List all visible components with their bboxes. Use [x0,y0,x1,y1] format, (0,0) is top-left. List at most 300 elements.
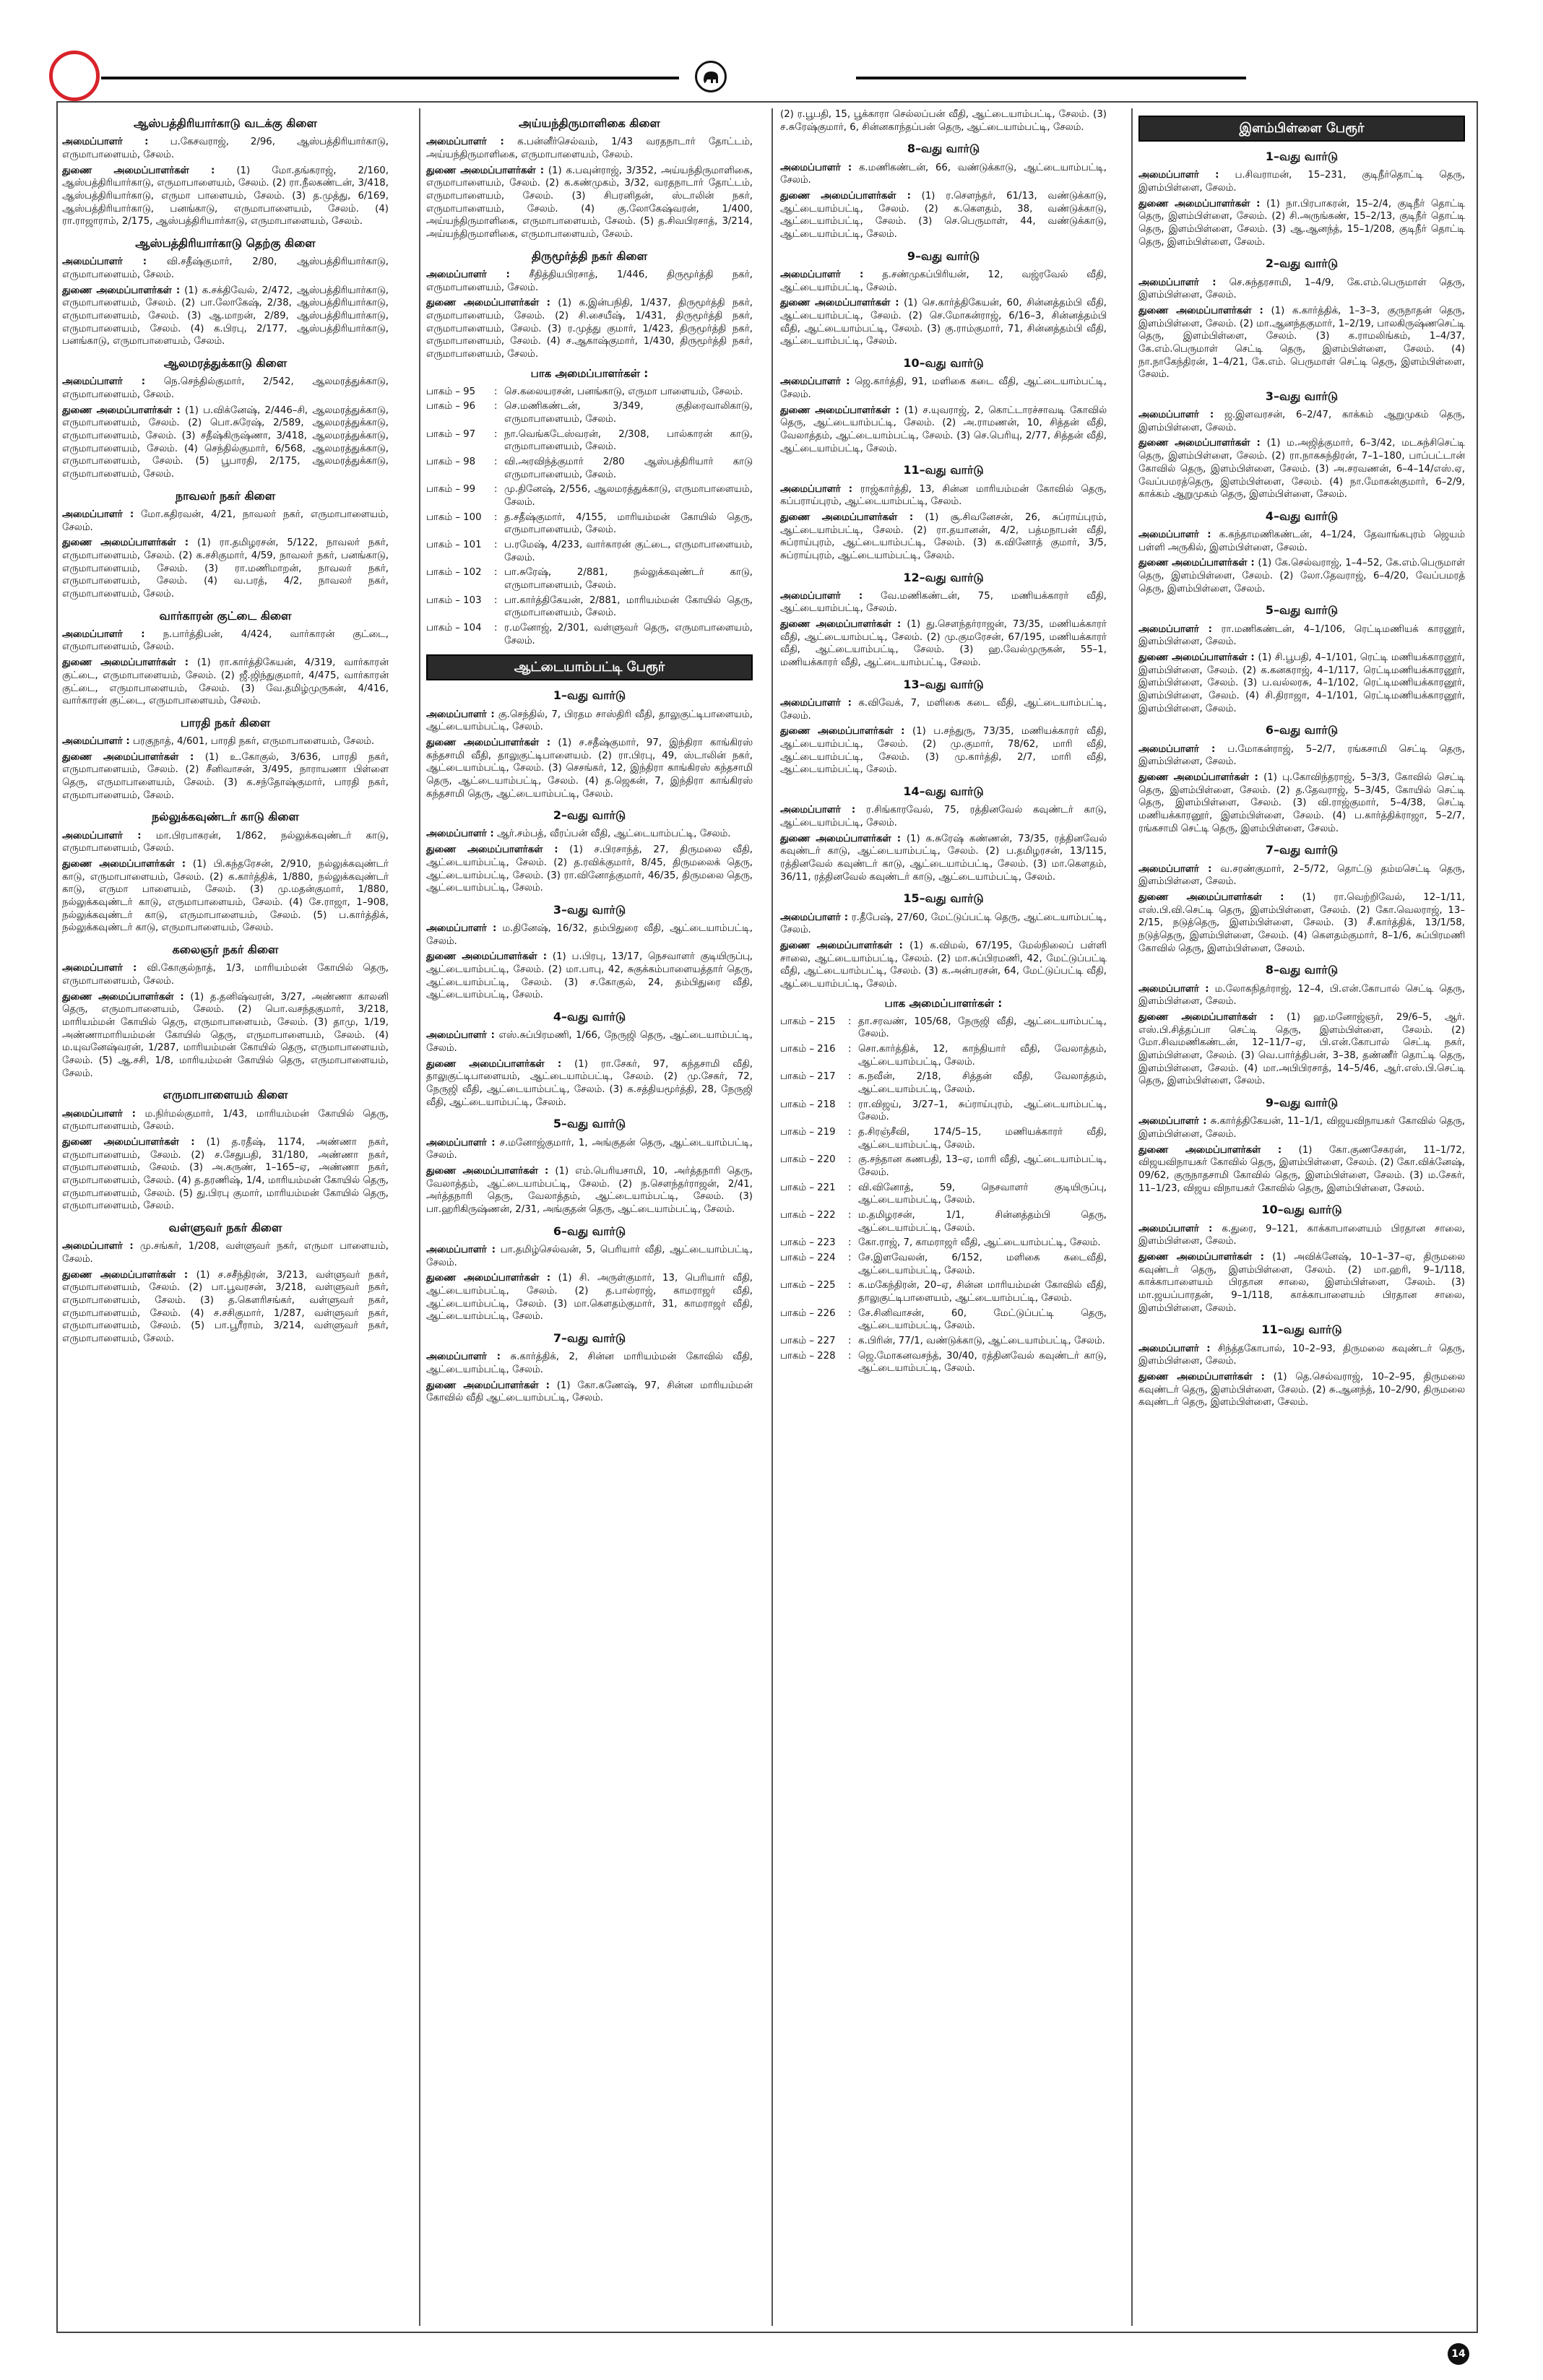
deputy-label: துணை அமைப்பாளர்கள் : [780,190,911,202]
deputy-organizers-entry [1138,652,1465,715]
organizer-entry [62,628,389,654]
section-title: 6–வது வார்டு [553,1224,626,1238]
booth-row [780,1016,1107,1041]
deputy-organizers-entry [426,1380,753,1405]
organizer-entry [780,912,1107,937]
booth-number: பாகம் – 226 [780,1307,836,1319]
deputy-label: துணை அமைப்பாளர்கள் : [62,285,181,296]
deputy-label: துணை அமைப்பாளர்கள் : [62,1137,195,1148]
section-title: 4–வது வார்டு [553,1010,626,1024]
deputy-organizers-entry [62,404,389,481]
booth-colon: : [848,1307,852,1319]
section-title: 14–வது வார்டு [903,784,984,799]
section-title: அய்யந்திருமாளிகை கிளை [519,116,660,130]
booth-colon: : [494,401,498,412]
deputy-value: (1) ரா.கார்த்திகேயன், 4/319, வார்காரன் குட்டை, எருமாபாளையம், சேலம். (2) ஜீ.ஜிந்துகுமார், 4/475, வார்காரன் குட்டை, எருமாபாளையம், சேலம். (3) வே.தமிழ்முருகன், 4/416, வார்காரன் குட்டை, எருமாபாளையம், சேலம். [62,657,389,707]
deputy-organizers-entry [780,833,1107,884]
organizer-entry [780,804,1107,829]
organizer-entry [1138,623,1465,649]
booth-colon: : [848,1071,852,1083]
deputy-value: (1) பி.கந்தரேசன், 2/910, நல்லுக்கவுண்டர் காடு, எருமாபாளையம், சேலம். (2) க.கார்த்திக், 1/880, நல்லுக்கவுண்டர் காடு, எருமா பாளையம், சேலம். (3) மு.மதன்குமார், 1/880, நல்லுக்கவுண்டர் காடு, எருமாபாளையம், சேலம். (4) சே.ராஜா, 1–908, நல்லுக்கவுண்டர் காடு, எருமாபாளையம், சேலம். (5) ப.கார்த்திக், நல்லுக்கவுண்டர் காடு, எருமாபாளையம், சேலம். [62,859,389,934]
organizer-entry [62,509,389,534]
section-title: 9–வது வார்டு [907,248,980,263]
organizer-label: அமைப்பாளர் : [426,1245,496,1255]
organizer-label: அமைப்பாளர் : [780,698,852,709]
booth-row [426,511,753,537]
organizer-entry [62,376,389,401]
organizer-entry [780,590,1107,615]
column-3 [780,108,1107,2326]
organizer-entry [426,709,753,734]
booth-colon: : [848,1154,852,1166]
organizer-label: அமைப்பாளர் : [426,1030,495,1042]
deputy-organizers-entry [780,940,1107,991]
booth-row [780,1070,1107,1096]
organizer-entry [780,376,1107,401]
organizer-entry [780,269,1107,294]
organizer-value: ஜெ.கார்த்தி, 91, மளிகை கடை வீதி, ஆட்டையாம்பட்டி, சேலம். [780,376,1107,400]
organizer-value: ப.சிவராமன், 15–231, குடிநீர்தொட்டி தெரு, இளம்பிள்ளை, சேலம். [1138,170,1465,194]
deputy-organizers-entry [780,618,1107,670]
column-1 [62,108,389,2326]
deputy-value: (1) ரா.சேகர், 97, கந்தசாமி வீதி, தாலுகுட்டிபாளையம், ஆட்டையாம்பட்டி, சேலம். (2) மு.சேகர், 72, நேருஜி வீதி, ஆட்டையாம்பட்டி, சேலம். (3) க.சத்தியமூர்த்தி, 28, நேருஜி வீதி, ஆட்டையாம்பட்டி, சேலம். [426,1058,753,1108]
deputy-label: துணை அமைப்பாளர்கள் : [62,751,194,763]
booth-colon: : [848,1280,852,1291]
section-title: பாரதி நகர் கிளை [180,715,271,730]
organizer-entry [1138,529,1465,554]
deputy-organizers-entry [780,190,1107,241]
deputy-value: (1) த.ரதீஷ், 1174, அண்ணா நகர், எருமாபாளையம், சேலம். (2) ச.சேதுபதி, 31/180, அண்ணா நகர், எருமாபாளையம், சேலம். (3) அ.கருண், 1–165–ஏ, அண்ணா நகர், எருமாபாளையம், சேலம். (4) த.தரணிஷ், 1/4, மாரியம்மன் கோயில் தெரு, எருமாபாளையம், சேலம். (5) து.பிரபு குமார், மாரியம்மன் கோயில் தெரு, எருமாபாளையம், சேலம். [62,1137,389,1212]
booth-row [426,428,753,454]
booth-colon: : [848,1237,852,1249]
deputy-organizers-entry [426,297,753,360]
organizer-value: எஸ்.சுப்பிரமணி, 1/66, நேருஜி தெரு, ஆட்டையாம்பட்டி, சேலம். [426,1030,753,1055]
deputy-value: (1) தெ.செல்வராஜ், 10–2–95, திருமலை கவுண்டர் தெரு, இளம்பிள்ளை, சேலம். (2) சு.ஆனந்த், 10–2/90, திருமலை கவுண்டர் தெரு, இளம்பிள்ளை, சேலம். [1138,1371,1465,1408]
booth-row [780,1252,1107,1277]
organizer-value: வி.சதீஷ்குமார், 2/80, ஆஸ்பத்திரியார்காடு, எருமாபாளையம், சேலம். [62,256,389,280]
organizer-value: ராஜ்கார்த்தி, 13, சின்ன மாரியம்மன் கோவில் தெரு, கப்பராய்புரம், ஆட்டையாம்பட்டி, சேலம். [780,483,1107,508]
deputy-organizers-entry [426,1058,753,1109]
section-title: 12–வது வார்டு [903,570,984,584]
organizer-value: ஆர்.சம்பத், வீரப்பன் வீதி, ஆட்டையாம்பட்டி, சேலம். [496,828,731,840]
booth-row [426,594,753,620]
organizer-label: அமைப்பாளர் : [1138,277,1216,288]
organizer-label: அமைப்பாளர் : [1138,863,1212,875]
deputy-label: துணை அமைப்பாளர்கள் : [62,537,189,549]
booth-row [780,1335,1107,1348]
booth-row [780,1350,1107,1375]
booth-number: பாகம் – 99 [426,484,476,496]
booth-colon: : [494,386,498,397]
deputy-value: (1) செ.கார்த்திகேயன், 60, சின்னத்தம்பி வீதி, ஆட்டையாம்பட்டி, சேலம். (2) செ.மோகன்ராஜ், 6/16–3, சின்னத்தம்பி வீதி, ஆட்டையாம்பட்டி, சேலம். (3) கு.ராம்குமார், 71, சின்னத்தம்பி வீதி, ஆட்டையாம்பட்டி, சேலம். [780,298,1107,347]
deputy-label: துணை அமைப்பாளர்கள் : [426,1273,551,1284]
booth-colon: : [848,1182,852,1193]
organizer-value: ர.சிங்காரவேல், 75, ரத்தினவேல் கவுண்டர் காடு, ஆட்டையாம்பட்டி, சேலம். [780,805,1107,829]
deputy-value: (1) ப.பிரபு, 13/17, நெசவாளர் குடியிருப்பு, ஆட்டையாம்பட்டி, சேலம். (2) மா.பாபு, 42, சுகுக்கம்பாளையத்தார் தெரு, ஆட்டையாம்பட்டி, சேலம். (3) ச.கோகுல், 24, தம்பிதுரை வீதி, ஆட்டையாம்பட்டி, சேலம். [426,951,753,1001]
deputy-label: துணை அமைப்பாளர்கள் : [62,991,184,1003]
column-2 [426,108,753,2326]
organizer-label: அமைப்பாளர் : [780,376,850,388]
booth-organizer: சொ.கார்த்திக், 12, காந்தியார் வீதி, வேலாத்தம், ஆட்டையாம்பட்டி, சேலம். [858,1044,1107,1068]
organizer-label: அமைப்பாளர் : [780,483,853,495]
booth-organizer: பா.சுரேஷ், 2/881, நல்லுக்கவுண்டர் காடு, எருமாபாளையம், சேலம். [504,567,753,591]
booth-colon: : [848,1127,852,1138]
booth-row [780,1209,1107,1234]
booth-number: பாகம் – 219 [780,1127,836,1138]
deputy-label: துணை அமைப்பாளர்கள் : [426,1166,549,1177]
deputy-organizers-entry [426,165,753,241]
booth-number: பாகம் – 223 [780,1237,836,1249]
booth-organizer: மு.தினேஷ், 2/556, ஆலமரத்துக்காடு, எருமாபாளையம், சேலம். [504,484,753,508]
deputy-value: (1) அவிக்னேஷ், 10–1–37–ஏ, திருமலை கவுண்டர் தெரு, இளம்பிள்ளை, சேலம். (2) மா.ஹரி, 9–1/118, காக்காபாளையம் பிரதான சாலை, இளம்பிள்ளை, சேலம். (3) மா.ஜயப்பாரதன், 9–1/118, காக்காபாளையம் பிரதான சாலை, இளம்பிள்ளை, சேலம். [1138,1251,1465,1314]
deputy-label: துணை அமைப்பாளர்கள் : [1138,558,1255,569]
organizer-entry [426,269,753,294]
booth-organizer: சே.சினிவாசன், 60, மேட்டுப்பட்டி தெரு, ஆட்டையாம்பட்டி, சேலம். [858,1307,1107,1332]
deputy-label: துணை அமைப்பாளர்கள் : [1138,1011,1274,1023]
deputy-label: துணை அமைப்பாளர்கள் : [426,844,558,856]
booth-row [426,483,753,509]
booth-number: பாகம் – 220 [780,1154,836,1166]
organizer-label: அமைப்பாளர் : [62,256,147,268]
organizer-entry [1138,863,1465,888]
deputy-organizers-entry [1138,1371,1465,1409]
organizer-value: செ.சுந்தரசாமி, 1–4/9, கே.எம்.பெருமாள் தெரு, இளம்பிள்ளை, சேலம். [1138,277,1465,301]
organizer-label: அமைப்பாளர் : [780,912,849,923]
organizer-label: அமைப்பாளர் : [62,376,146,388]
deputy-label: துணை அமைப்பாளர்கள் : [62,1269,189,1281]
booth-organizer: ப.ரமேஷ், 4/233, வார்காரன் குட்டை, எருமாபாளையம், சேலம். [504,539,753,563]
deputy-label: துணை அமைப்பாளர்கள் : [1138,652,1255,664]
deputy-value: (1) எம்.பெரியசாமி, 10, அர்த்தநாரி தெரு, வேலாத்தம், ஆட்டையாம்பட்டி, சேலம். (2) ந.செளந்தர்ராஜன், 2/41, அர்த்தநாரி தெரு, வேலாத்தம், ஆட்டையாம்பட்டி, சேலம். (3) பா.ஹரிகிருஷ்ணன், 2/31, அங்குதன் தெரு, ஆட்டையாம்பட்டி, சேலம். [426,1166,753,1216]
deputy-organizers-entry [1138,198,1465,249]
section-title: நாவலர் நகர் கிளை [175,488,276,503]
deputy-label: துணை அமைப்பாளர்கள் : [1138,1251,1264,1263]
booth-colon: : [848,1336,852,1347]
deputy-organizers-entry [426,737,753,800]
section-title: 8–வது வார்டு [907,142,980,156]
deputy-label: துணை அமைப்பாளர்கள் : [426,737,551,748]
deputy-value: (1) கோ.குணசேகரன், 11–1/72, விஜயவிநாயகர் கோவில் தெரு, இளம்பிள்ளை, சேலம். (2) கோ.விக்னேஷ், 09/62, குருநாதசாமி கோவில் தெரு, இளம்பிள்ளை, சேலம். (3) ம.சேகர், 11–1/23, விஜய விநாயகர் கோவில் தெரு, இளம்பிள்ளை, சேலம். [1138,1144,1465,1194]
organizer-label: அமைப்பாளர் : [1138,170,1219,181]
organizer-value: க.விவேக், 7, மளிகை கடை வீதி, ஆட்டையாம்பட்டி, சேலம். [780,698,1107,722]
deputy-value: (1) க.விமல், 67/195, மேல்நிலைப் பள்ளி சாலை, ஆட்டையாம்பட்டி, சேலம். (2) மா.சுப்பிரமணி, 42, மேட்டுப்பட்டி வீதி, ஆட்டையாம்பட்டி, சேலம். (3) க.அன்பரசன், 64, மேட்டுப்பட்டி வீதி, ஆட்டையாம்பட்டி, சேலம். [780,940,1107,990]
organizer-value: மா.பிரபாகரன், 1/862, நல்லுக்கவுண்டர் காடு, எருமாபாளையம், சேலம். [62,830,389,854]
organizer-entry [62,962,389,987]
organizer-entry [1138,1223,1465,1248]
organizer-entry [62,1108,389,1133]
organizer-label: அமைப்பாளர் : [62,1108,136,1120]
section-title: 1–வது வார்டு [553,688,626,703]
booth-row [426,456,753,481]
organizer-value: நெ.செந்தில்குமார், 2/542, ஆலமரத்துக்காடு, எருமாபாளையம், சேலம். [62,376,389,400]
deputy-organizers-entry [1138,305,1465,381]
booth-colon: : [494,511,498,523]
deputy-value: (1) ம.அஜித்குமார், 6–3/42, மடசுந்சிசெட்டி தெரு, இளம்பிள்ளை, சேலம். (2) ரா.நாகசுந்திரன், 7–1–180, பாப்பட்டான் கோவில் தெரு, இளம்பிள்ளை, சேலம். (3) அ.சரவணன், 6–4–14/எஸ்.ஏ, வேப்பமரத்தெரு, இளம்பிள்ளை, சேலம். (4) நா.மோகன்குமார், 6–2/9, காக்கம் ஆறுமுகம் தெரு, இளம்பிள்ளை, சேலம். [1138,438,1465,501]
booth-number: பாகம் – 103 [426,594,482,606]
organizer-entry [426,1244,753,1269]
deputy-organizers-entry [62,537,389,600]
organizer-label: அமைப்பாளர் : [780,162,852,173]
organizer-value: வி.கோகுல்நாத், 1/3, மாரியம்மன் கோயில் தெரு, எருமாபாளையம், சேலம். [62,963,389,987]
booth-row [426,386,753,399]
organizer-label: அமைப்பாளர் : [62,963,137,974]
organizer-entry [1138,983,1465,1008]
organizer-label: அமைப்பாளர் : [780,269,864,280]
deputy-organizers-entry [780,511,1107,563]
booth-number: பாகம் – 221 [780,1182,836,1193]
booth-row [426,622,753,647]
organizer-label: அமைப்பாளர் : [426,828,494,840]
booth-number: பாகம் – 222 [780,1210,836,1221]
booth-colon: : [494,622,498,633]
section-title: நல்லுக்கவுண்டர் காடு கிளை [152,810,299,824]
organizer-label: அமைப்பாளர் : [62,509,134,520]
section-title: கலைஞர் நகர் கிளை [172,943,279,957]
deputy-organizers-entry [62,1269,389,1346]
section-title: 15–வது வார்டு [903,891,984,906]
organizer-value: ம.நிர்மல்குமார், 1/43, மாரியம்மன் கோயில் தெரு, எருமாபாளையம், சேலம். [62,1108,389,1133]
deputy-label: துணை அமைப்பாளர்கள் : [426,951,548,963]
deputy-organizers-entry [62,657,389,708]
booth-row [780,1182,1107,1207]
organizer-label: அமைப்பாளர் : [426,1351,501,1363]
deputy-organizers-entry [426,951,753,1002]
deputy-value: (1) உ.கோகுல், 3/636, பாரதி நகர், எருமாபாளையம், சேலம். (2) சீனிவாசன், 3/495, நாராயணா பிள்ளை தெரு, எருமாபாளையம், சேலம். (3) க.சந்தோஷ்குமார், பாரதி நகர், எருமாபாளையம், சேலம். [62,751,389,801]
booth-organizer: சே.இளவேலன், 6/152, மளிகை கடைவீதி, ஆட்டையாம்பட்டி, சேலம். [858,1252,1107,1276]
town-banner: ஆட்டையாம்பட்டி பேரூர் [426,654,753,680]
section-title: 9–வது வார்டு [1265,1096,1339,1110]
organizer-entry [1138,1343,1465,1368]
deputy-organizers-entry [1138,437,1465,501]
booth-colon: : [494,594,498,606]
section-title: 2–வது வார்டு [553,808,626,823]
section-title: 13–வது வார்டு [903,677,984,691]
booth-number: பாகம் – 217 [780,1071,836,1083]
booth-organizer: தா.சரவண், 105/68, நேருஜி வீதி, ஆட்டையாம்பட்டி, சேலம். [858,1016,1107,1040]
booth-organizer: ர.மனோஜ், 2/301, வள்ளுவர் தெரு, எருமாபாளையம், சேலம். [504,622,753,646]
organizer-value: சிந்த்தகோபால், 10–2–93, திருமலை கவுண்டர் தெரு, இளம்பிள்ளை, சேலம். [1138,1343,1465,1367]
section-title: 6–வது வார்டு [1265,723,1339,737]
organizer-entry [426,136,753,161]
booth-number: பாகம் – 104 [426,622,482,633]
organizer-value: க.துரை, 9–121, காக்காபாளையம் பிரதான சாலை, இளம்பிள்ளை, சேலம். [1138,1223,1465,1247]
booth-colon: : [848,1099,852,1110]
booth-number: பாகம் – 225 [780,1280,836,1291]
booth-organizer: க.மகேந்திரன், 20–ஏ, சின்ன மாரியம்மன் கோவில் வீதி, தாலுகுட்டிபாளையம், ஆட்டையாம்பட்டி, சேலம். [858,1280,1107,1304]
organizer-label: அமைப்பாளர் : [426,269,510,280]
organizer-value: ர.தீபேஷ், 27/60, மேட்டுப்பட்டி தெரு, ஆட்டையாம்பட்டி, சேலம். [780,912,1107,936]
organizer-label: அமைப்பாளர் : [780,590,863,602]
deputy-value: (1) ரா.தமிழரசன், 5/122, நாவலர் நகர், எருமாபாளையம், சேலம். (2) க.சசிகுமார், 4/59, நாவலர் நகர், பனங்காடு, எருமாபாளையம், சேலம். (3) ரா.மணிமாறன், நாவலர் நகர், எருமாபாளையம், சேலம். (4) வ.பரத், 4/2, நாவலர் நகர், எருமாபாளையம், சேலம். [62,537,389,600]
booth-number: பாகம் – 101 [426,539,482,550]
section-title: 11–வது வார்டு [903,463,984,477]
booth-number: பாகம் – 227 [780,1336,836,1347]
booth-colon: : [848,1252,852,1264]
booth-organizer: ஜெ.மோகனவசந்த், 30/40, ரத்தினவேல் கவுண்டர் காடு, ஆட்டையாம்பட்டி, சேலம். [858,1350,1107,1375]
deputy-value: (1) க.பவுன்ராஜ், 3/352, அய்யந்திருமாளிகை, எருமாபாளையம், சேலம். (2) க.கண்முகம், 3/32, வரதநாடார் தோட்டம், எருமாபாளையம், சேலம். (3) சிபரனிதன், ஸ்டாலின் நகர், எருமாபாளையம், சேலம். (4) கு.லோகேஷ்வரன், 1/400, அய்யந்திருமாளிகை, எருமாபாளையம், சேலம். (5) த.சிவபிரசாத், 3/214, அய்யந்திருமாளிகை, எருமாபாளையம், சேலம். [426,165,753,240]
deputy-value: (1) ச.சதீஷ்குமார், 97, இந்திரா காங்கிரஸ் கந்தசாமி வீதி, தாலுகுட்டிபாளையம். (2) ரா.பிரபு, 49, ஸ்டாலின் நகர், ஆட்டையாம்பட்டி, சேலம். (3) செசங்கர், 12, இந்திரா காங்கிரஸ் கந்தசாமி தெரு, ஆட்டையாம்பட்டி, சேலம். (4) த.ஜெகன், 7, இந்திரா காங்கிரஸ் கந்தசாமி தெரு, ஆட்டையாம்பட்டி, சேலம். [426,737,753,800]
section-title: ஆஸ்பத்திரியார்காடு தெற்கு கிளை [135,235,316,250]
deputy-label: துணை அமைப்பாளர்கள் : [426,165,545,176]
deputy-value: (1) கே.செல்வராஜ், 1–4–52, கே.எம்.பெருமாள் தெரு, இளம்பிள்ளை, சேலம். (2) லோ.தேவராஜ், 6–4/20, வேப்பமரத் தெரு, இளம்பிள்ளை, சேலம். [1138,558,1465,594]
organizer-entry [1138,743,1465,769]
booth-colon: : [494,539,498,550]
organizer-entry [62,735,389,748]
organizer-value: க.பன்னீர்செல்வம், 1/43 வரதநாடார் தோட்டம், அய்யந்திருமாளிகை, எருமாபாளையம், சேலம். [426,137,753,160]
column-4 [1138,108,1465,2326]
deputy-organizers-entry [1138,557,1465,595]
organizer-label: அமைப்பாளர் : [1138,743,1216,755]
organizer-label: அமைப்பாளர் : [1138,410,1214,421]
booth-colon: : [494,484,498,496]
deputy-label: துணை அமைப்பாளர்கள் : [780,298,899,309]
section-title: ஆஸ்பத்திரியார்காடு வடக்கு கிளை [134,116,317,130]
organizer-entry [1138,169,1465,194]
deputy-value: (1) ச.யுவராஜ், 2, கொட்டாரச்சாவடி கோவில் தெரு, ஆட்டையாம்பட்டி, சேலம். (2) அ.ராமணன், 10, சித்தன் வீதி, வேலாத்தம், ஆட்டையாம்பட்டி, சேலம். (3) செ.பெரியு, 2/77, சித்தன் வீதி, ஆட்டையாம்பட்டி, சேலம். [780,404,1107,454]
organizer-value: ம.லோகநிதர்ராஜ், 12–4, பி.என்.கோபால் செட்டி தெரு, இளம்பிள்ளை, சேலம். [1138,983,1465,1008]
booth-organizer: க.பிரின், 77/1, வண்டுக்காடு, ஆட்டையாம்பட்டி, சேலம். [858,1336,1105,1347]
organizer-value: ம.தினேஷ், 16/32, தம்பிதுரை வீதி, ஆட்டையாம்பட்டி, சேலம். [426,923,753,947]
booth-number: பாகம் – 100 [426,511,482,523]
organizer-entry [1138,277,1465,302]
organizer-label: அமைப்பாளர் : [1138,623,1212,635]
booth-number: பாகம் – 218 [780,1099,836,1110]
deputy-organizers-entry [1138,1011,1465,1088]
booth-number: பாகம் – 96 [426,401,476,412]
organizer-value: சு.கார்த்திகேயன், 11–1/1, விஜயவிநாயகர் கோவில் தெரு, இளம்பிள்ளை, சேலம். [1138,1116,1465,1140]
booth-colon: : [848,1350,852,1362]
organizer-entry [426,828,753,841]
organizer-label: அமைப்பாளர் : [780,805,856,816]
deputy-organizers-entry [62,991,389,1081]
organizer-value: பரகுநாத், 4/601, பாரதி நகர், எருமாபாளையம், சேலம். [132,736,375,748]
deputy-organizers-entry [1138,771,1465,835]
booth-number: பாகம் – 224 [780,1252,836,1264]
organizer-entry [426,1351,753,1376]
deputy-organizers-entry [426,1272,753,1323]
booth-organizer: க.நவீன், 2/18, சித்தன் வீதி, வேலாத்தம், ஆட்டையாம்பட்டி, சேலம். [858,1071,1107,1096]
booth-colon: : [848,1016,852,1027]
section-title: வள்ளுவர் நகர் கிளை [168,1221,282,1235]
page-number: 14 [1448,2343,1469,2365]
booth-organizer: வி.அரவிந்த்குமார் 2/80 ஆஸ்பத்திரியார் காடு எருமாபாளையம், சேலம். [504,456,753,480]
deputy-label: துணை அமைப்பாளர்கள் : [1138,892,1284,904]
booth-number: பாகம் – 102 [426,567,482,579]
town-banner: இளம்பிள்ளை பேரூர் [1138,116,1465,142]
section-title: 3–வது வார்டு [1265,389,1339,403]
deputy-label: துணை அமைப்பாளர்கள் : [780,940,903,952]
section-title: 11–வது வார்டு [1261,1323,1342,1337]
organizer-label: அமைப்பாளர் : [1138,1116,1207,1128]
organizer-entry [62,136,389,161]
deputy-value: (1) சூ.சிவனேசன், 26, சுப்ராய்புரம், ஆட்டையாம்பட்டி, சேலம். (2) ரா.தயானன், 4/2, பத்மநாபன் வீதி, சுப்ராய்புரம், ஆட்டையாம்பட்டி, சேலம். (3) க.வினோத் குமார், 3/5, சுப்ராய்புரம், ஆட்டையாம்பட்டி, சேலம். [780,511,1107,561]
deputy-organizers-entry [1138,1251,1465,1315]
booth-number: பாகம் – 215 [780,1016,836,1027]
organizer-label: அமைப்பாளர் : [62,137,149,148]
deputy-organizers-entry [780,725,1107,776]
deputy-value: (1) கோ.கணேஷ், 97, சின்ன மாரியம்மன் கோவில் வீதி ஆட்டையாம்பட்டி, சேலம். [426,1380,753,1404]
booth-row [426,566,753,592]
organizer-value: மோ.கதிரவன், 4/21, நாவலர் நகர், எருமாபாளையம், சேலம். [62,509,389,533]
section-title: 5–வது வார்டு [1265,603,1339,618]
booth-number: பாகம் – 95 [426,386,476,397]
deputy-label: துணை அமைப்பாளர்கள் : [780,726,905,737]
booth-number: பாகம் – 216 [780,1044,836,1055]
header-red-circle [49,51,100,101]
booth-row [426,400,753,425]
deputy-label: துணை அமைப்பாளர்கள் : [1138,1371,1265,1382]
organizer-value: பா.தமிழ்செல்வன், 5, பெரியார் வீதி, ஆட்டையாம்பட்டி, சேலம். [426,1245,753,1268]
section-title: 8–வது வார்டு [1265,963,1339,977]
section-title: ஆலமரத்துக்காடு கிளை [163,355,288,370]
booth-number: பாகம் – 98 [426,456,476,467]
section-title: 4–வது வார்டு [1265,509,1339,523]
deputy-value: (1) ரா.வெற்றிவேல், 12–1/11, எஸ்.பி.வி.செட்டி தெரு, இளம்பிள்ளை, சேலம். (2) கோ.வெலராஜ், 13–2/15, நடுத்தெரு, இளம்பிள்ளை, சேலம். (3) சீ.கார்த்திக், 13/1/58, நடுத்தெரு, இளம்பிள்ளை, சேலம். (4) கௌதம்குமார், 8–1/6, சுப்பிரமணி கோவில் தெரு, இளம்பிள்ளை, சேலம். [1138,892,1465,954]
booth-row [780,1279,1107,1304]
booth-colon: : [494,456,498,467]
organizer-value: கு.செந்தில், 7, பிரதம சாஸ்திரி வீதி, தாலுகுட்டிபாளையம், ஆட்டையாம்பட்டி, சேலம். [426,709,753,733]
continued-text: (2) ர.பூபதி, 15, பூக்காரா செல்லப்பன் வீதி, ஆட்டையாம்பட்டி, சேலம். (3) ச.சுரேஷ்குமார், 6, சின்னகாந்தப்பன் தெரு, ஆட்டையாம்பட்டி, சேலம். [780,109,1107,133]
header-rule-right [856,77,1246,79]
section-title: 5–வது வார்டு [553,1117,626,1131]
deputy-organizers-entry [62,751,389,802]
deputy-label: துணை அமைப்பாளர்கள் : [1138,1144,1282,1156]
booth-organizer: வி.வினோத், 59, நெசவாளர் குடியிருப்பு, ஆட்டையாம்பட்டி, சேலம். [858,1182,1107,1206]
organizer-entry [426,1029,753,1055]
organizer-label: அமைப்பாளர் : [62,1241,134,1252]
deputy-value: (1) ப.சந்துரு, 73/35, மணியக்காரர் வீதி, ஆட்டையாம்பட்டி, சேலம். (2) மு.குமார், 78/62, மாரி வீதி, ஆட்டையாம்பட்டி, சேலம். (3) மு.கார்த்தி, 2/7, மாரி வீதி, ஆட்டையாம்பட்டி, சேலம். [780,726,1107,776]
deputy-organizers-entry [62,285,389,348]
column-divider [419,108,420,2326]
deputy-value: (1) ச.சசீந்திரன், 3/213, வள்ளுவர் நகர், எருமாபாளையம், சேலம். (2) பா.பூவரசன், 3/218, வள்ளுவர் நகர், எருமாபாளையம், சேலம். (3) த.கௌரிசங்கர், வள்ளுவர் நகர், எருமாபாளையம், சேலம். (4) ச.சசிகுமார், 1/287, வள்ளுவர் நகர், எருமாபாளையம், சேலம். (5) பா.பூரீராம், 3/214, வள்ளுவர் நகர், எருமாபாளையம், சேலம். [62,1269,389,1345]
deputy-label: துணை அமைப்பாளர்கள் : [780,404,899,416]
organizer-entry [62,1240,389,1265]
deputy-label: துணை அமைப்பாளர்கள் : [62,404,181,416]
booth-colon: : [494,428,498,440]
organizer-label: அமைப்பாளர் : [1138,1223,1213,1234]
deputy-label: துணை அமைப்பாளர்கள் : [780,511,914,523]
column-divider [772,108,773,2326]
booth-row [780,1043,1107,1068]
deputy-organizers-entry [780,297,1107,348]
section-title: 2–வது வார்டு [1265,256,1339,271]
deputy-organizers-entry [62,1136,389,1213]
deputy-value: (1) ர.செளந்தர், 61/13, வண்டுக்காடு, ஆட்டையாம்பட்டி, சேலம். (2) க.கௌதம், 38, வண்டுக்காடு, ஆட்டையாம்பட்டி, சேலம். (3) செ.பெருமாள், 44, வண்டுக்காடு, ஆட்டையாம்பட்டி, சேலம். [780,190,1107,240]
column-divider [1131,108,1133,2326]
booth-organizer: நா.வெங்கடேஸ்வரன், 2/308, பால்காரன் காடு, எருமாபாளையம், சேலம். [504,428,753,453]
organizer-entry [426,922,753,948]
elephant-logo-icon [695,61,727,92]
organizer-entry [62,256,389,281]
deputy-label: துணை அமைப்பாளர்கள் : [62,859,186,870]
deputy-label: துணை அமைப்பாளர்கள் : [62,657,189,669]
deputy-organizers-entry [62,858,389,935]
booth-colon: : [494,567,498,579]
organizer-entry [426,1137,753,1162]
deputy-label: துணை அமைப்பாளர்கள் : [426,1380,550,1391]
booth-organizer: கோ.ராஜ், 7, காமராஜர் வீதி, ஆட்டையாம்பட்டி, சேலம். [858,1237,1101,1249]
deputy-label: துணை அமைப்பாளர்கள் : [426,1058,562,1070]
booth-organizers-heading: பாக அமைப்பாளர்கள் : [884,996,1003,1010]
deputy-label: துணை அமைப்பாளர்கள் : [62,165,215,176]
booth-organizers-heading: பாக அமைப்பாளர்கள் : [530,366,649,380]
deputy-value: (1) பு.கோவிந்தராஜ், 5–3/3, கோவில் செட்டி தெரு, இளம்பிள்ளை, சேலம். (2) த.தேவராஜ், 5–3/45, கோயில் செட்டி தெரு, இளம்பிள்ளை, சேலம். (3) வி.ராஜ்குமார், 5–4/38, செட்டி மணியக்காரனூர், இளம்பிள்ளை, சேலம். (4) ப.கார்த்திக்ராஜா, 5–2/7, ரங்கசாமி செட்டி தெரு, இளம்பிள்ளை, சேலம். [1138,772,1465,834]
organizer-entry [1138,409,1465,434]
organizer-value: க.மணிகண்டன், 66, வண்டுக்காடு, ஆட்டையாம்பட்டி, சேலம். [780,162,1107,186]
organizer-value: வே.மணிகண்டன், 75, மணியக்காரர் வீதி, ஆட்டையாம்பட்டி, சேலம். [780,590,1107,615]
deputy-label: துணை அமைப்பாளர்கள் : [1138,305,1263,316]
booth-row [780,1099,1107,1124]
